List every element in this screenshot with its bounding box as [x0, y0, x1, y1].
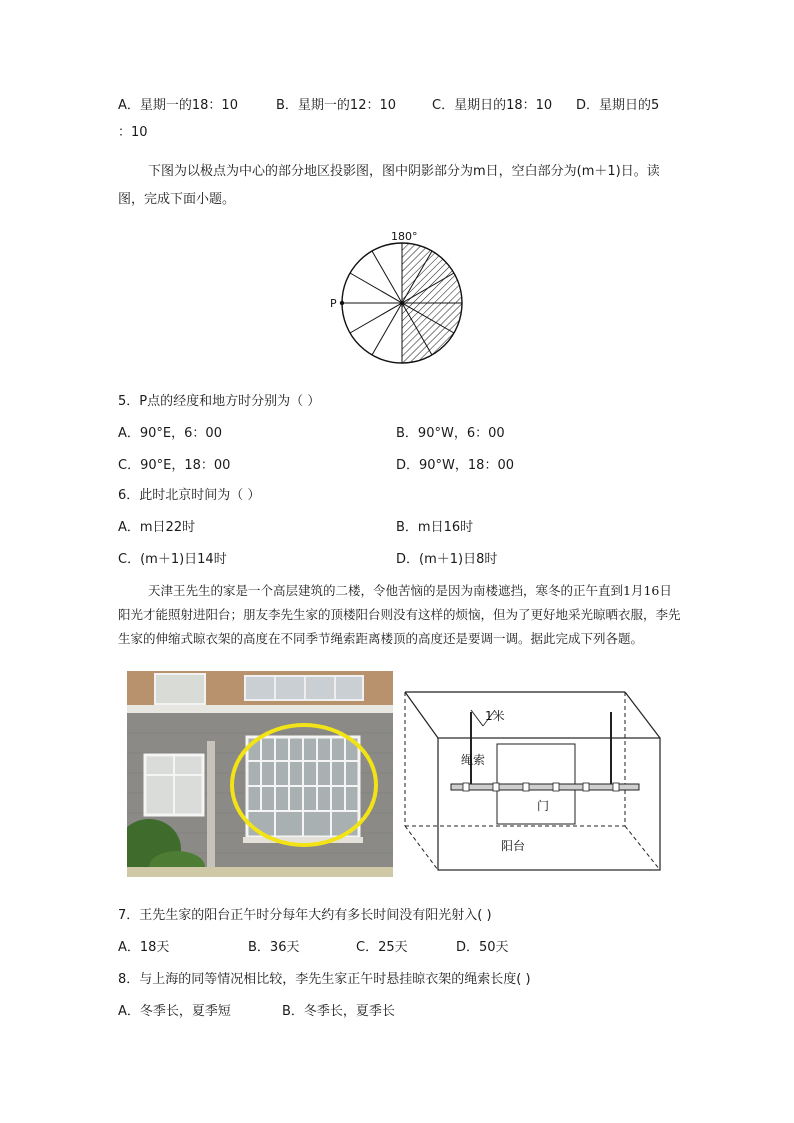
label-door: 门 [537, 799, 550, 813]
label-180: 180° [391, 230, 418, 243]
q7-option-c: C．25天 [356, 940, 408, 955]
point-p-marker [340, 301, 344, 305]
q4-option-d: D．星期日的5 [576, 98, 660, 113]
label-rope: 绳索 [461, 753, 486, 767]
q8-option-b: B．冬季长，夏季长 [282, 1004, 395, 1019]
q5-option-a: A．90°E，6：00 [118, 426, 222, 441]
q6-option-a: A．m日22时 [118, 520, 196, 535]
q8-stem: 8．与上海的同等情况相比较，李先生家正午时悬挂晾衣架的绳索长度( ) [118, 972, 531, 987]
q6-stem: 6．此时北京时间为（ ） [118, 488, 261, 503]
q6-option-c: C．(m＋1)日14时 [118, 552, 227, 567]
label-balcony: 阳台 [501, 839, 526, 853]
q7-option-d: D．50天 [456, 940, 509, 955]
q7-option-b: B．36天 [248, 940, 300, 955]
balcony-diagram [403, 668, 663, 876]
label-p: P [330, 297, 337, 310]
q4-option-b: B．星期一的12：10 [276, 98, 397, 113]
q4-option-c: C．星期日的18：10 [432, 98, 553, 113]
q4-option-d-continued: ：10 [118, 125, 148, 140]
label-one-meter: 1米 [485, 709, 505, 723]
polar-intro-paragraph: 下图为以极点为中心的部分地区投影图，图中阴影部分为m日，空白部分为(m＋1)日。读图，完成下面小题。 [118, 164, 660, 207]
q8-option-a: A．冬季长，夏季短 [118, 1004, 231, 1019]
q6-option-b: B．m日16时 [396, 520, 474, 535]
q5-stem: 5．P点的经度和地方时分别为（ ） [118, 394, 321, 409]
q7-stem: 7．王先生家的阳台正午时分每年大约有多长时间没有阳光射入( ) [118, 908, 492, 923]
q4-option-a: A．星期一的18：10 [118, 98, 238, 113]
balcony-passage: 天津王先生的家是一个高层建筑的二楼，令他苦恼的是因为南楼遮挡，寒冬的正午直到1月16日阳光才能照射进阳台；朋友李先生家的顶楼阳台则没有这样的烦恼，但为了更好地采光晾晒衣服，李先生家的伸缩式晾衣架的高度在不同季节绳索距离楼顶的高度还是要调一调。据此完成下列各题。 [118, 583, 681, 646]
q7-option-a: A．18天 [118, 940, 170, 955]
q6-option-d: D．(m＋1)日8时 [396, 552, 498, 567]
q5-option-d: D．90°W，18：00 [396, 458, 514, 473]
q5-option-b: B．90°W，6：00 [396, 426, 505, 441]
q5-option-c: C．90°E，18：00 [118, 458, 231, 473]
polar-projection-figure [325, 228, 473, 374]
building-photo [127, 671, 393, 877]
